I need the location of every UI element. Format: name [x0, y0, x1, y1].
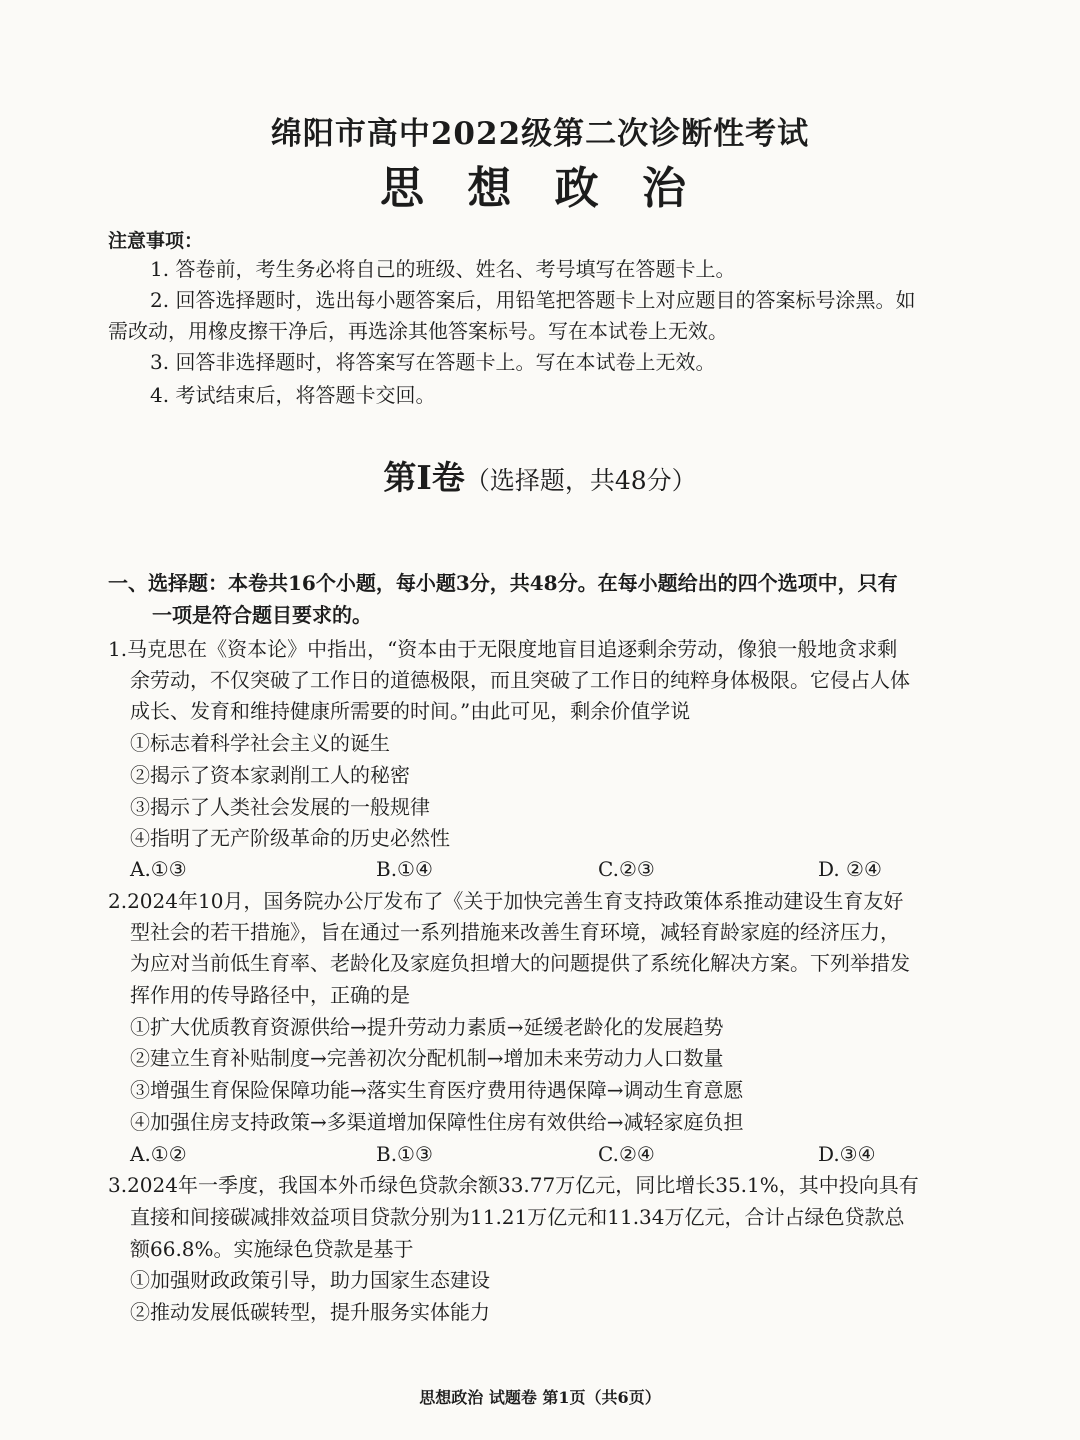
question-text: 挥作用的传导路径中，正确的是 — [130, 983, 410, 1007]
option: D.③④ — [818, 1142, 876, 1166]
section-name: 第Ⅰ卷 — [383, 458, 465, 497]
option: A.①③ — [130, 857, 187, 881]
question-text: 型社会的若干措施》，旨在通过一系列措施来改善生育环境，减轻育龄家庭的经济压力， — [130, 920, 900, 944]
option: B.①③ — [376, 1142, 433, 1166]
statement: ③揭示了人类社会发展的一般规律 — [130, 795, 430, 819]
statement: ③增强生育保险保障功能→落实生育医疗费用待遇保障→调动生育意愿 — [130, 1078, 744, 1102]
question-text: 2.2024年10月，国务院办公厅发布了《关于加快完善生育支持政策体系推动建设生育友好 — [108, 889, 904, 913]
option: C.②④ — [598, 1142, 655, 1166]
option: B.①④ — [376, 857, 433, 881]
notice-item: 2. 回答选择题时，选出每小题答案后，用铅笔把答题卡上对应题目的答案标号涂黑。如 — [150, 288, 916, 312]
question-text: 成长、发育和维持健康所需要的时间。”由此可见，剩余价值学说 — [130, 699, 691, 723]
notice-item: 1. 答卷前，考生务必将自己的班级、姓名、考号填写在答题卡上。 — [150, 257, 736, 281]
statement: ①加强财政政策引导，助力国家生态建设 — [130, 1268, 490, 1292]
question-text: 1.马克思在《资本论》中指出，“资本由于无限度地盲目追逐剩余劳动，像狼一般地贪求剩 — [108, 637, 898, 661]
statement: ②揭示了资本家剥削工人的秘密 — [130, 763, 410, 787]
exam-title: 绵阳市高中2022级第二次诊断性考试 — [270, 116, 810, 152]
notice-item: 需改动，用橡皮擦干净后，再选涂其他答案标号。写在本试卷上无效。 — [108, 319, 728, 343]
statement: ②建立生育补贴制度→完善初次分配机制→增加未来劳动力人口数量 — [130, 1046, 724, 1070]
part-instructions: 一项是符合题目要求的。 — [152, 603, 372, 627]
section-subtitle: （选择题，共48分） — [464, 466, 697, 495]
page-footer: 思想政治 试题卷 第1页（共6页） — [419, 1388, 661, 1407]
subject-title: 思 想 政 治 — [380, 163, 700, 214]
section-title — [0, 452, 1080, 499]
question-text: 额66.8%。实施绿色贷款是基于 — [130, 1237, 414, 1261]
statement: ④加强住房支持政策→多渠道增加保障性住房有效供给→减轻家庭负担 — [130, 1110, 744, 1134]
question-text: 为应对当前低生育率、老龄化及家庭负担增大的问题提供了系统化解决方案。下列举措发 — [130, 951, 910, 975]
option: D. ②④ — [818, 857, 882, 881]
statement: ④指明了无产阶级革命的历史必然性 — [130, 826, 450, 850]
notice-item: 3. 回答非选择题时，将答案写在答题卡上。写在本试卷上无效。 — [150, 350, 716, 374]
option: A.①② — [130, 1142, 187, 1166]
question-text: 直接和间接碳减排效益项目贷款分别为11.21万亿元和11.34万亿元，合计占绿色贷款总 — [130, 1205, 905, 1229]
notice-heading: 注意事项： — [108, 230, 204, 252]
statement: ①标志着科学社会主义的诞生 — [130, 731, 390, 755]
option: C.②③ — [598, 857, 655, 881]
part-instructions: 一、选择题：本卷共16个小题，每小题3分，共48分。在每小题给出的四个选项中，只有 — [108, 571, 898, 595]
statement: ②推动发展低碳转型，提升服务实体能力 — [130, 1300, 490, 1324]
question-text: 余劳动，不仅突破了工作日的道德极限，而且突破了工作日的纯粹身体极限。它侵占人体 — [130, 668, 910, 692]
notice-item: 4. 考试结束后，将答题卡交回。 — [150, 383, 436, 407]
question-text: 3.2024年一季度，我国本外币绿色贷款余额33.77万亿元，同比增长35.1%，其中投向具有 — [108, 1173, 919, 1197]
statement: ①扩大优质教育资源供给→提升劳动力素质→延缓老龄化的发展趋势 — [130, 1015, 724, 1039]
